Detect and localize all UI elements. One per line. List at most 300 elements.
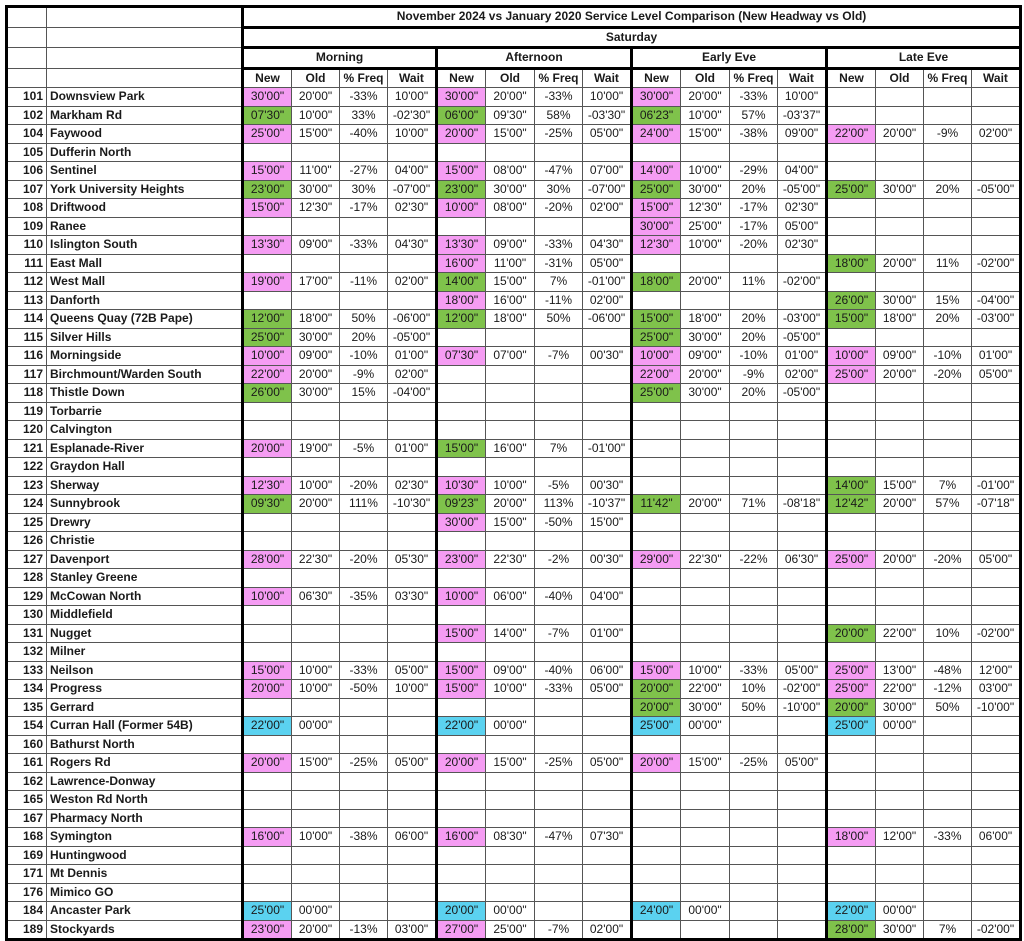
- cell-old: [681, 846, 730, 865]
- cell-wait: [583, 569, 632, 588]
- cell-pct-freq: -25%: [535, 754, 583, 773]
- cell-old: 10'00": [292, 680, 340, 699]
- cell-old: [486, 402, 535, 421]
- cell-old: [292, 532, 340, 551]
- cell-old: [876, 273, 924, 292]
- day-row: [7, 27, 1021, 48]
- cell-wait: 03'00": [388, 920, 437, 940]
- cell-old: 10'00": [292, 476, 340, 495]
- cell-old: [292, 217, 340, 236]
- cell-new: [632, 458, 681, 477]
- cell-wait: 05'00": [778, 754, 827, 773]
- cell-new: [632, 421, 681, 440]
- cell-new: [243, 532, 292, 551]
- cell-pct-freq: [730, 624, 778, 643]
- cell-wait: 05'30": [388, 550, 437, 569]
- cell-new: 15'00": [827, 310, 876, 329]
- cell-pct-freq: -7%: [535, 624, 583, 643]
- route-name: Milner: [47, 643, 243, 662]
- cell-wait: [972, 754, 1021, 773]
- subheader-old: Old: [876, 68, 924, 88]
- day-header: Saturday: [243, 27, 1021, 48]
- cell-old: [292, 643, 340, 662]
- cell-old: [681, 624, 730, 643]
- cell-wait: 01'00": [583, 624, 632, 643]
- route-name: Queens Quay (72B Pape): [47, 310, 243, 329]
- cell-pct-freq: [535, 606, 583, 625]
- title-row: [7, 7, 1021, 28]
- cell-wait: -03'37": [778, 106, 827, 125]
- cell-wait: 02'00": [583, 920, 632, 940]
- cell-wait: [778, 532, 827, 551]
- cell-old: [876, 217, 924, 236]
- cell-new: 26'00": [827, 291, 876, 310]
- route-name: McCowan North: [47, 587, 243, 606]
- cell-pct-freq: [340, 791, 388, 810]
- route-number: 123: [7, 476, 47, 495]
- route-number: 132: [7, 643, 47, 662]
- cell-old: 11'00": [292, 162, 340, 181]
- route-number: 114: [7, 310, 47, 329]
- cell-new: [632, 143, 681, 162]
- cell-new: 30'00": [243, 88, 292, 107]
- cell-old: [681, 587, 730, 606]
- cell-new: 22'00": [437, 717, 486, 736]
- cell-new: 15'00": [437, 162, 486, 181]
- cell-pct-freq: [340, 458, 388, 477]
- subheader-new: New: [827, 68, 876, 88]
- table-row: [7, 717, 1021, 736]
- cell-wait: 10'00": [388, 125, 437, 144]
- cell-old: 30'00": [681, 384, 730, 403]
- cell-pct-freq: [924, 883, 972, 902]
- cell-pct-freq: [924, 439, 972, 458]
- cell-wait: [972, 162, 1021, 181]
- subheader-wait: Wait: [778, 68, 827, 88]
- cell-wait: [388, 809, 437, 828]
- cell-new: 22'00": [243, 717, 292, 736]
- cell-pct-freq: -31%: [535, 254, 583, 273]
- cell-old: [681, 254, 730, 273]
- cell-new: 16'00": [243, 828, 292, 847]
- cell-old: [876, 791, 924, 810]
- cell-pct-freq: -33%: [535, 88, 583, 107]
- cell-wait: -02'00": [972, 624, 1021, 643]
- cell-new: 25'00": [827, 365, 876, 384]
- cell-old: [876, 754, 924, 773]
- cell-new: 30'00": [437, 88, 486, 107]
- cell-old: 19'00": [292, 439, 340, 458]
- cell-new: [437, 846, 486, 865]
- cell-pct-freq: [924, 846, 972, 865]
- cell-old: [681, 791, 730, 810]
- cell-new: [243, 809, 292, 828]
- cell-new: [243, 791, 292, 810]
- table-row: [7, 809, 1021, 828]
- cell-old: [876, 328, 924, 347]
- cell-new: [243, 606, 292, 625]
- route-name: Bathurst North: [47, 735, 243, 754]
- cell-wait: -06'00": [388, 310, 437, 329]
- cell-pct-freq: [535, 143, 583, 162]
- cell-old: [292, 865, 340, 884]
- cell-new: [827, 883, 876, 902]
- cell-old: [876, 439, 924, 458]
- cell-pct-freq: 10%: [730, 680, 778, 699]
- cell-pct-freq: [340, 606, 388, 625]
- cell-wait: -05'00": [972, 180, 1021, 199]
- cell-old: [681, 735, 730, 754]
- cell-old: 15'00": [486, 125, 535, 144]
- cell-new: 15'00": [632, 310, 681, 329]
- route-name: Christie: [47, 532, 243, 551]
- cell-old: [876, 513, 924, 532]
- subheader-new: New: [632, 68, 681, 88]
- subheader-pct-freq: % Freq: [730, 68, 778, 88]
- cell-wait: 06'00": [388, 828, 437, 847]
- cell-pct-freq: [730, 772, 778, 791]
- cell-old: 10'00": [681, 661, 730, 680]
- cell-pct-freq: [924, 106, 972, 125]
- cell-old: [876, 865, 924, 884]
- route-name: Rogers Rd: [47, 754, 243, 773]
- cell-new: [827, 513, 876, 532]
- route-name: Thistle Down: [47, 384, 243, 403]
- cell-pct-freq: -17%: [730, 217, 778, 236]
- period-morning: Morning: [243, 48, 437, 69]
- cell-old: [292, 606, 340, 625]
- cell-pct-freq: -2%: [535, 550, 583, 569]
- subheader-pct-freq: % Freq: [924, 68, 972, 88]
- cell-pct-freq: -11%: [340, 273, 388, 292]
- cell-wait: -05'00": [778, 328, 827, 347]
- cell-pct-freq: [924, 217, 972, 236]
- cell-old: 09'00": [486, 236, 535, 255]
- cell-pct-freq: [535, 809, 583, 828]
- cell-wait: 10'00": [388, 680, 437, 699]
- cell-wait: 06'00": [972, 828, 1021, 847]
- cell-old: 18'00": [876, 310, 924, 329]
- table-row: [7, 550, 1021, 569]
- cell-old: 06'00": [486, 587, 535, 606]
- route-name: Pharmacy North: [47, 809, 243, 828]
- route-number: 102: [7, 106, 47, 125]
- cell-wait: 06'00": [583, 661, 632, 680]
- cell-new: 14'00": [827, 476, 876, 495]
- cell-wait: [388, 791, 437, 810]
- cell-old: 15'00": [292, 125, 340, 144]
- cell-pct-freq: -33%: [924, 828, 972, 847]
- cell-new: 15'00": [243, 199, 292, 218]
- route-name: Curran Hall (Former 54B): [47, 717, 243, 736]
- table-row: [7, 680, 1021, 699]
- cell-new: [827, 846, 876, 865]
- route-number: 169: [7, 846, 47, 865]
- cell-pct-freq: [340, 883, 388, 902]
- cell-pct-freq: -11%: [535, 291, 583, 310]
- cell-old: [681, 458, 730, 477]
- cell-wait: 02'00": [388, 273, 437, 292]
- cell-wait: 04'30": [583, 236, 632, 255]
- cell-old: 10'00": [292, 661, 340, 680]
- cell-new: 15'00": [437, 624, 486, 643]
- cell-wait: [583, 384, 632, 403]
- cell-old: 22'00": [681, 680, 730, 699]
- cell-old: 09'30": [486, 106, 535, 125]
- cell-old: 12'30": [681, 199, 730, 218]
- cell-wait: 10'00": [583, 88, 632, 107]
- cell-old: [292, 772, 340, 791]
- route-name: Symington: [47, 828, 243, 847]
- route-name: Mt Dennis: [47, 865, 243, 884]
- cell-new: [632, 532, 681, 551]
- cell-pct-freq: -47%: [535, 162, 583, 181]
- cell-wait: [778, 624, 827, 643]
- cell-wait: [778, 717, 827, 736]
- table-row: [7, 495, 1021, 514]
- cell-new: 07'30": [437, 347, 486, 366]
- table-row: [7, 698, 1021, 717]
- cell-pct-freq: [730, 865, 778, 884]
- cell-new: 10'00": [243, 587, 292, 606]
- cell-old: [876, 883, 924, 902]
- cell-new: [632, 772, 681, 791]
- cell-old: 30'00": [292, 328, 340, 347]
- route-name: Markham Rd: [47, 106, 243, 125]
- cell-old: [876, 162, 924, 181]
- cell-pct-freq: [730, 402, 778, 421]
- cell-new: [437, 772, 486, 791]
- cell-wait: [778, 421, 827, 440]
- cell-old: 20'00": [681, 88, 730, 107]
- cell-old: 00'00": [292, 717, 340, 736]
- route-name: Sherway: [47, 476, 243, 495]
- cell-wait: 02'30": [388, 199, 437, 218]
- cell-pct-freq: -5%: [535, 476, 583, 495]
- subheader-row: [7, 68, 1021, 88]
- table-row: [7, 754, 1021, 773]
- cell-wait: [972, 384, 1021, 403]
- cell-pct-freq: 20%: [924, 310, 972, 329]
- cell-pct-freq: -38%: [340, 828, 388, 847]
- cell-wait: 05'00": [583, 125, 632, 144]
- cell-wait: [778, 735, 827, 754]
- cell-new: 30'00": [632, 88, 681, 107]
- cell-wait: [388, 902, 437, 921]
- cell-pct-freq: [340, 569, 388, 588]
- route-number: 113: [7, 291, 47, 310]
- cell-wait: [583, 328, 632, 347]
- cell-new: [632, 439, 681, 458]
- cell-old: 20'00": [292, 88, 340, 107]
- table-row: [7, 846, 1021, 865]
- cell-new: 22'00": [632, 365, 681, 384]
- cell-wait: [778, 902, 827, 921]
- cell-pct-freq: 71%: [730, 495, 778, 514]
- cell-pct-freq: [924, 421, 972, 440]
- cell-new: 15'00": [632, 661, 681, 680]
- table-row: [7, 513, 1021, 532]
- table-row: [7, 735, 1021, 754]
- route-number: 189: [7, 920, 47, 940]
- cell-wait: [388, 402, 437, 421]
- cell-old: [292, 569, 340, 588]
- cell-wait: [583, 643, 632, 662]
- table-title: November 2024 vs January 2020 Service Level Comparison (New Headway vs Old): [243, 7, 1021, 28]
- cell-wait: [778, 254, 827, 273]
- cell-new: 09'30": [243, 495, 292, 514]
- cell-old: [486, 791, 535, 810]
- cell-wait: [583, 698, 632, 717]
- cell-pct-freq: -40%: [535, 587, 583, 606]
- cell-new: [243, 846, 292, 865]
- cell-new: [827, 569, 876, 588]
- cell-wait: [972, 606, 1021, 625]
- cell-pct-freq: 20%: [730, 328, 778, 347]
- cell-wait: [972, 217, 1021, 236]
- cell-pct-freq: -33%: [340, 88, 388, 107]
- cell-wait: [778, 143, 827, 162]
- cell-old: 20'00": [292, 920, 340, 940]
- table-row: [7, 532, 1021, 551]
- cell-new: [827, 236, 876, 255]
- cell-new: [632, 865, 681, 884]
- cell-pct-freq: -9%: [730, 365, 778, 384]
- cell-new: 16'00": [437, 254, 486, 273]
- cell-wait: 07'30": [583, 828, 632, 847]
- cell-new: 07'30": [243, 106, 292, 125]
- cell-new: 12'42": [827, 495, 876, 514]
- cell-new: 10'00": [243, 347, 292, 366]
- route-number: 131: [7, 624, 47, 643]
- cell-wait: 05'00": [972, 365, 1021, 384]
- cell-new: 20'00": [243, 754, 292, 773]
- table-row: [7, 88, 1021, 107]
- cell-new: 25'00": [827, 661, 876, 680]
- cell-new: 15'00": [437, 661, 486, 680]
- cell-new: 20'00": [632, 754, 681, 773]
- cell-wait: 12'00": [972, 661, 1021, 680]
- cell-pct-freq: [340, 717, 388, 736]
- subheader-old: Old: [292, 68, 340, 88]
- cell-pct-freq: [730, 846, 778, 865]
- cell-wait: [388, 217, 437, 236]
- cell-old: [292, 624, 340, 643]
- route-number: 129: [7, 587, 47, 606]
- cell-pct-freq: [730, 809, 778, 828]
- cell-new: 25'00": [632, 717, 681, 736]
- cell-old: 10'00": [681, 236, 730, 255]
- cell-wait: 02'00": [583, 199, 632, 218]
- cell-new: [243, 143, 292, 162]
- cell-old: [681, 532, 730, 551]
- cell-wait: 00'30": [583, 550, 632, 569]
- cell-wait: 09'00": [778, 125, 827, 144]
- route-name: Driftwood: [47, 199, 243, 218]
- cell-new: 10'00": [437, 199, 486, 218]
- cell-new: 19'00": [243, 273, 292, 292]
- cell-new: 25'00": [827, 680, 876, 699]
- cell-pct-freq: [924, 735, 972, 754]
- cell-pct-freq: 20%: [730, 310, 778, 329]
- cell-wait: [972, 846, 1021, 865]
- cell-pct-freq: [924, 865, 972, 884]
- cell-pct-freq: [924, 772, 972, 791]
- cell-old: [292, 735, 340, 754]
- cell-pct-freq: [535, 421, 583, 440]
- cell-old: 13'00": [876, 661, 924, 680]
- cell-wait: [583, 365, 632, 384]
- cell-old: [292, 809, 340, 828]
- cell-new: [243, 865, 292, 884]
- cell-old: 20'00": [876, 550, 924, 569]
- route-number: 118: [7, 384, 47, 403]
- cell-pct-freq: -20%: [924, 365, 972, 384]
- cell-wait: [972, 791, 1021, 810]
- route-number: 124: [7, 495, 47, 514]
- cell-new: 15'00": [437, 680, 486, 699]
- cell-old: [876, 458, 924, 477]
- cell-pct-freq: -13%: [340, 920, 388, 940]
- cell-wait: -05'00": [778, 384, 827, 403]
- table-row: [7, 402, 1021, 421]
- cell-pct-freq: [730, 717, 778, 736]
- route-name: Ranee: [47, 217, 243, 236]
- cell-old: [486, 532, 535, 551]
- period-late-eve: Late Eve: [827, 48, 1021, 69]
- cell-wait: [583, 532, 632, 551]
- cell-old: [486, 698, 535, 717]
- cell-pct-freq: -25%: [340, 754, 388, 773]
- route-number: 184: [7, 902, 47, 921]
- table-row: [7, 180, 1021, 199]
- cell-pct-freq: [535, 569, 583, 588]
- cell-pct-freq: [924, 199, 972, 218]
- cell-old: 00'00": [681, 717, 730, 736]
- cell-new: 26'00": [243, 384, 292, 403]
- cell-new: [632, 476, 681, 495]
- cell-new: 15'00": [243, 661, 292, 680]
- cell-wait: [388, 532, 437, 551]
- cell-new: 25'00": [632, 384, 681, 403]
- cell-pct-freq: 7%: [535, 273, 583, 292]
- cell-wait: -07'00": [388, 180, 437, 199]
- cell-new: 20'00": [243, 680, 292, 699]
- cell-old: 20'00": [292, 365, 340, 384]
- cell-wait: -03'30": [583, 106, 632, 125]
- cell-pct-freq: [730, 421, 778, 440]
- table-row: [7, 125, 1021, 144]
- cell-wait: [972, 199, 1021, 218]
- cell-old: 30'00": [486, 180, 535, 199]
- route-name: Neilson: [47, 661, 243, 680]
- cell-pct-freq: 20%: [340, 328, 388, 347]
- cell-wait: 03'00": [972, 680, 1021, 699]
- cell-old: 22'30": [486, 550, 535, 569]
- cell-old: 20'00": [876, 125, 924, 144]
- cell-wait: 15'00": [583, 513, 632, 532]
- cell-wait: 05'00": [388, 754, 437, 773]
- cell-wait: 01'00": [388, 347, 437, 366]
- cell-wait: -01'00": [583, 273, 632, 292]
- cell-pct-freq: [924, 236, 972, 255]
- subheader-pct-freq: % Freq: [535, 68, 583, 88]
- cell-old: [292, 291, 340, 310]
- cell-pct-freq: [535, 846, 583, 865]
- cell-new: [437, 569, 486, 588]
- route-number: 154: [7, 717, 47, 736]
- cell-pct-freq: [924, 162, 972, 181]
